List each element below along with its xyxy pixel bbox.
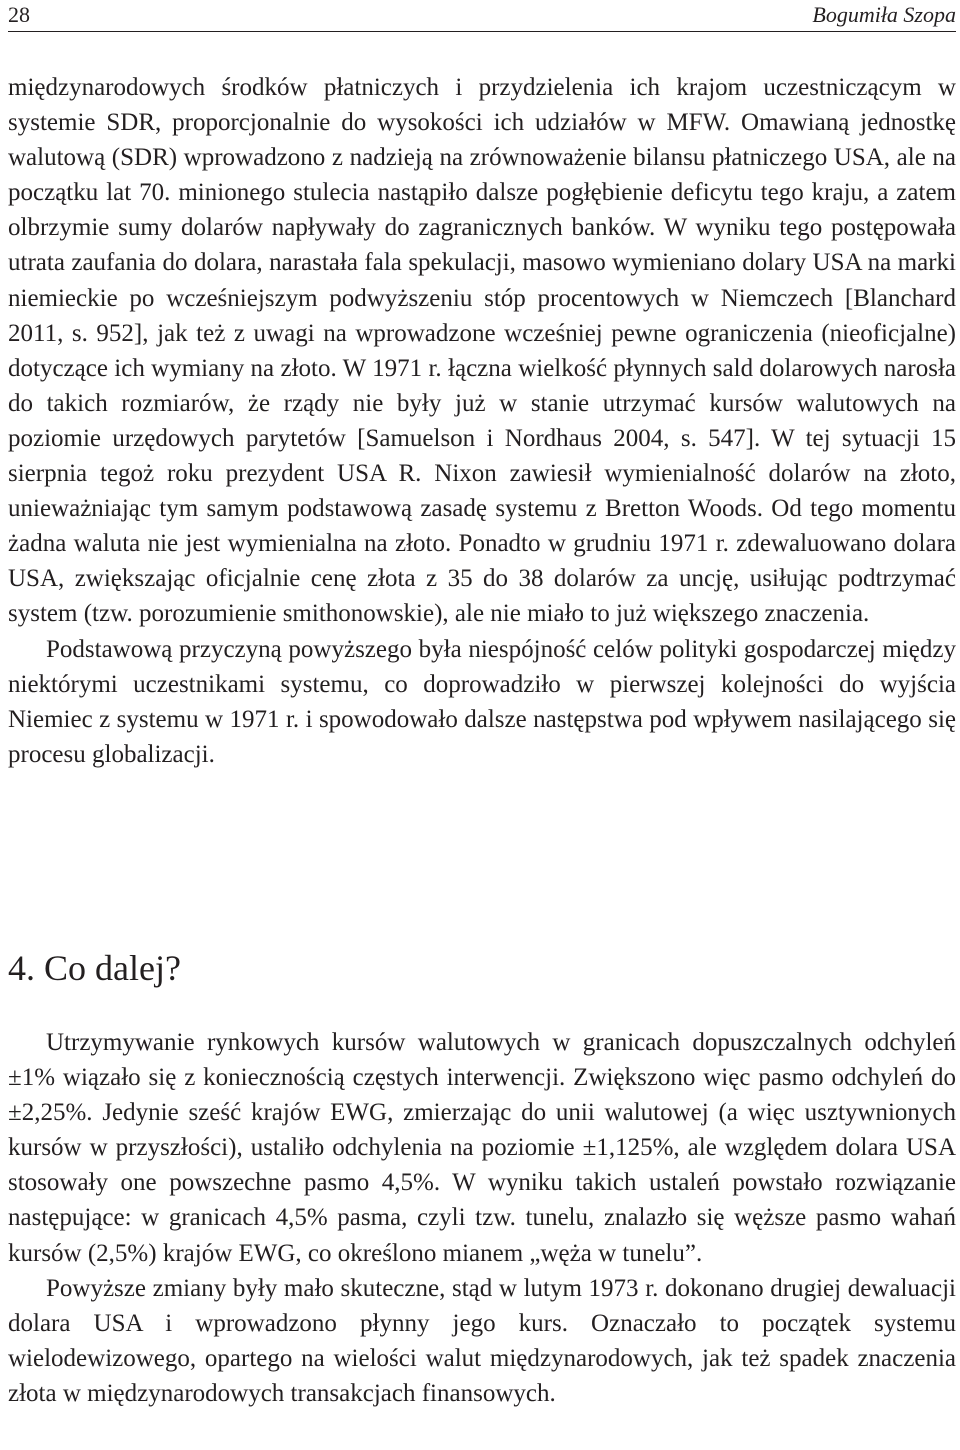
paragraph: Powyższe zmiany były mało skuteczne, stąd w lutym 1973 r. dokonano drugiej dewaluacji dolara USA i wprowadzono płynny jego kurs. Oznaczało to początek systemu wielodewizowego, opartego na wielości walut międzynarodowych, jak też spadek znaczenia złota w międzynarodowych transakcjach finansowych. — [8, 1274, 956, 1407]
body-text-after-section — [8, 1025, 956, 1411]
section-heading: 4. Co dalej? — [8, 948, 181, 988]
page-header — [8, 0, 956, 32]
body-text-before-section — [8, 70, 956, 772]
paragraph: Podstawową przyczyną powyższego była niespójność celów polityki gospodarczej między niektórymi uczestnikami systemu, co doprowadziło w pierwszej kolejności do wyjścia Niemiec z systemu w 1971 r. i spowodowało dalsze następstwa pod wpływem nasilającego się procesu globalizacji. — [8, 635, 956, 768]
paragraph: Utrzymywanie rynkowych kursów walutowych w granicach dopuszczalnych odchyleń ±1% wiązało się z koniecznością częstych interwencji. Zwiększono więc pasmo odchyleń do ±2,25%. Jedynie sześć krajów EWG, zmierzając do unii walutowej (a więc usztywnionych kursów w przyszłości), ustaliło odchylenia na poziomie ±1,125%, ale względem dolara USA stosowały one powszechne pasmo 4,5%. W wyniku takich ustaleń powstało rozwiązanie następujące: w granicach 4,5% pasma, czyli tzw. tunelu, znalazło się węższe pasmo wahań kursów (2,5%) krajów EWG, co określono mianem „węża w tunelu”. — [8, 1029, 956, 1267]
paragraph: międzynarodowych środków płatniczych i przydzielenia ich krajom uczestniczącym w systemie SDR, proporcjonalnie do wysokości ich udziałów w MFW. Omawianą jednostkę walutową (SDR) wprowadzono z nadzieją na zrównoważenie bilansu płatniczego USA, ale na początku lat 70. minionego stulecia nastąpiło dalsze pogłębienie deficytu tego kraju, a zatem olbrzymie sumy dolarów napływały do zagranicznych banków. W wyniku tego postępowała utrata zaufania do dolara, narastała fala spekulacji, masowo wymieniano dolary USA na marki niemieckie po wcześniejszym podwyższeniu stóp procentowych w Niemczech [Blanchard 2011, s. 952], jak też z uwagi na wprowadzone wcześniej pewne ograniczenia (nieoficjalne) dotyczące ich wymiany na złoto. W 1971 r. łączna wielkość płynnych sald dolarowych narosła do takich rozmiarów, że rządy nie były już w stanie utrzymać kursów walutowych na poziomie urzędowych parytetów [Samuelson i Nordhaus 2004, s. 547]. W tej sytuacji 15 sierpnia tegoż roku prezydent USA R. Nixon zawiesił wymienialność dolarów na złoto, unieważniając tym samym podstawową zasadę systemu z Bretton Woods. Od tego momentu żadna waluta nie jest wymienialna na złoto. Ponadto w grudniu 1971 r. zdewaluowano dolara USA, zwiększając oficjalnie cenę złota z 35 do 38 dolarów za uncję, usiłując podtrzymać system (tzw. porozumienie smithonowskie), ale nie miało to już większego znaczenia. — [8, 74, 956, 628]
running-head-author: Bogumiła Szopa — [812, 2, 956, 27]
page-number: 28 — [8, 2, 30, 27]
